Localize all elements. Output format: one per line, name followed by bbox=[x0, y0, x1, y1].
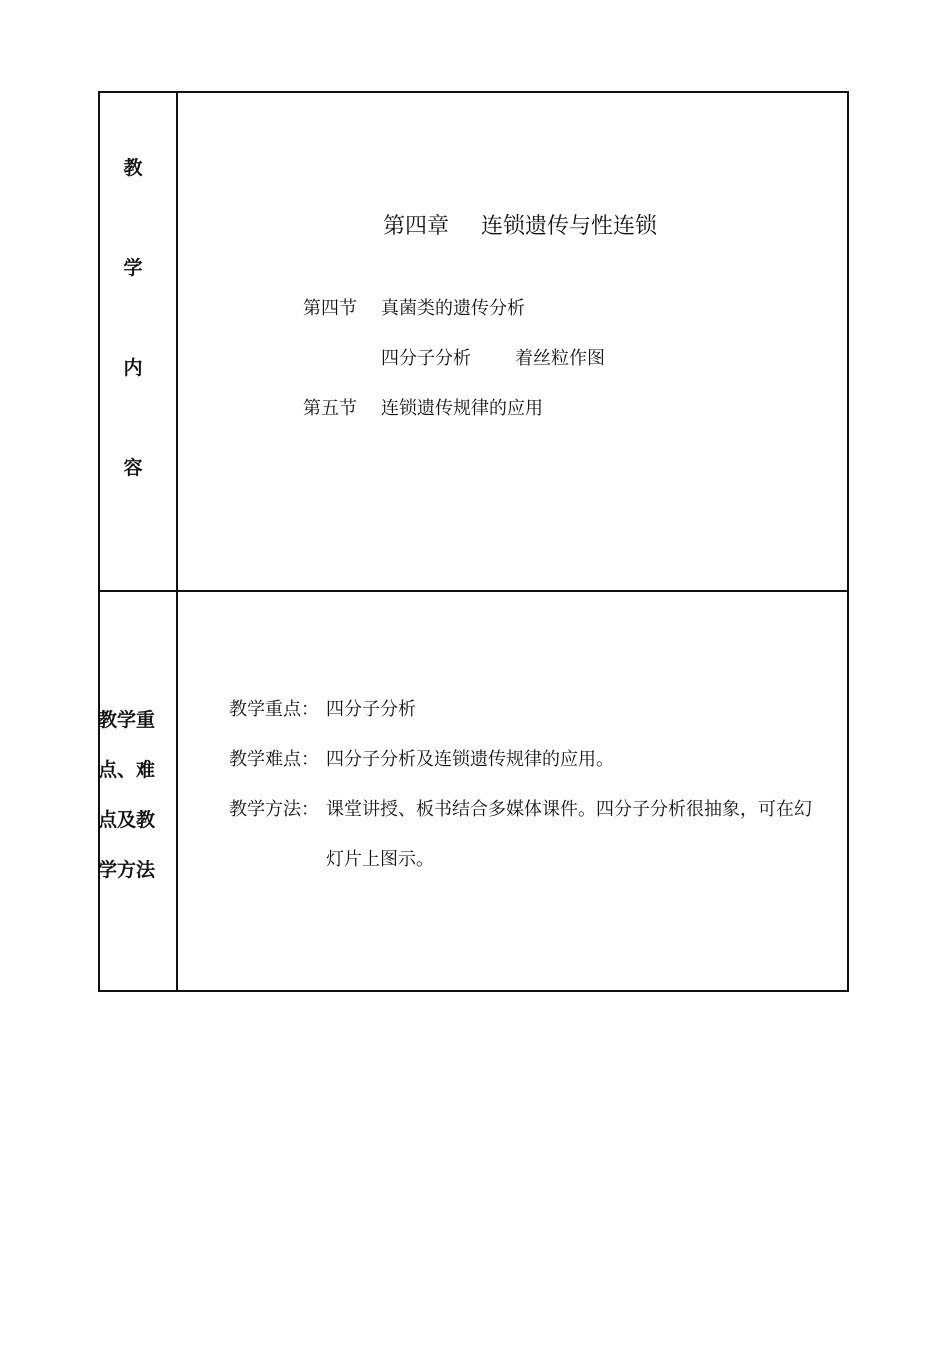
chapter-title: 连锁遗传与性连锁 bbox=[481, 214, 658, 239]
focus-label-line-1: 教学重 bbox=[98, 709, 156, 731]
focus-label-line-4: 学方法 bbox=[98, 859, 156, 881]
difficulty-text: 四分子分析及连锁遗传规律的应用。 bbox=[326, 749, 614, 770]
method-text-line-1: 课堂讲授、板书结合多媒体课件。四分子分析很抽象，可在幻 bbox=[326, 799, 812, 820]
method-label: 教学方法： bbox=[229, 799, 319, 820]
content-label-char-4: 容 bbox=[123, 457, 143, 479]
content-label-char-3: 内 bbox=[123, 357, 143, 379]
section-4-title: 真菌类的遗传分析 bbox=[381, 298, 525, 319]
section-5-title: 连锁遗传规律的应用 bbox=[381, 398, 543, 419]
subtopic-tetrad-analysis: 四分子分析 bbox=[381, 348, 471, 369]
lesson-plan-table bbox=[98, 91, 849, 992]
content-label-char-2: 学 bbox=[123, 257, 143, 279]
key-point-text: 四分子分析 bbox=[326, 699, 416, 720]
row-divider bbox=[98, 590, 849, 592]
chapter-number: 第四章 bbox=[383, 214, 450, 239]
subtopic-centromere-mapping: 着丝粒作图 bbox=[515, 348, 605, 369]
section-5-number: 第五节 bbox=[303, 398, 357, 419]
column-divider bbox=[176, 91, 178, 992]
key-point-label: 教学重点： bbox=[229, 699, 319, 720]
method-text-line-2: 灯片上图示。 bbox=[326, 849, 434, 870]
content-label-char-1: 教 bbox=[123, 157, 143, 179]
focus-label-line-3: 点及教 bbox=[98, 809, 156, 831]
difficulty-label: 教学难点： bbox=[229, 749, 319, 770]
focus-label-line-2: 点、难 bbox=[98, 759, 156, 781]
section-4-number: 第四节 bbox=[303, 298, 357, 319]
